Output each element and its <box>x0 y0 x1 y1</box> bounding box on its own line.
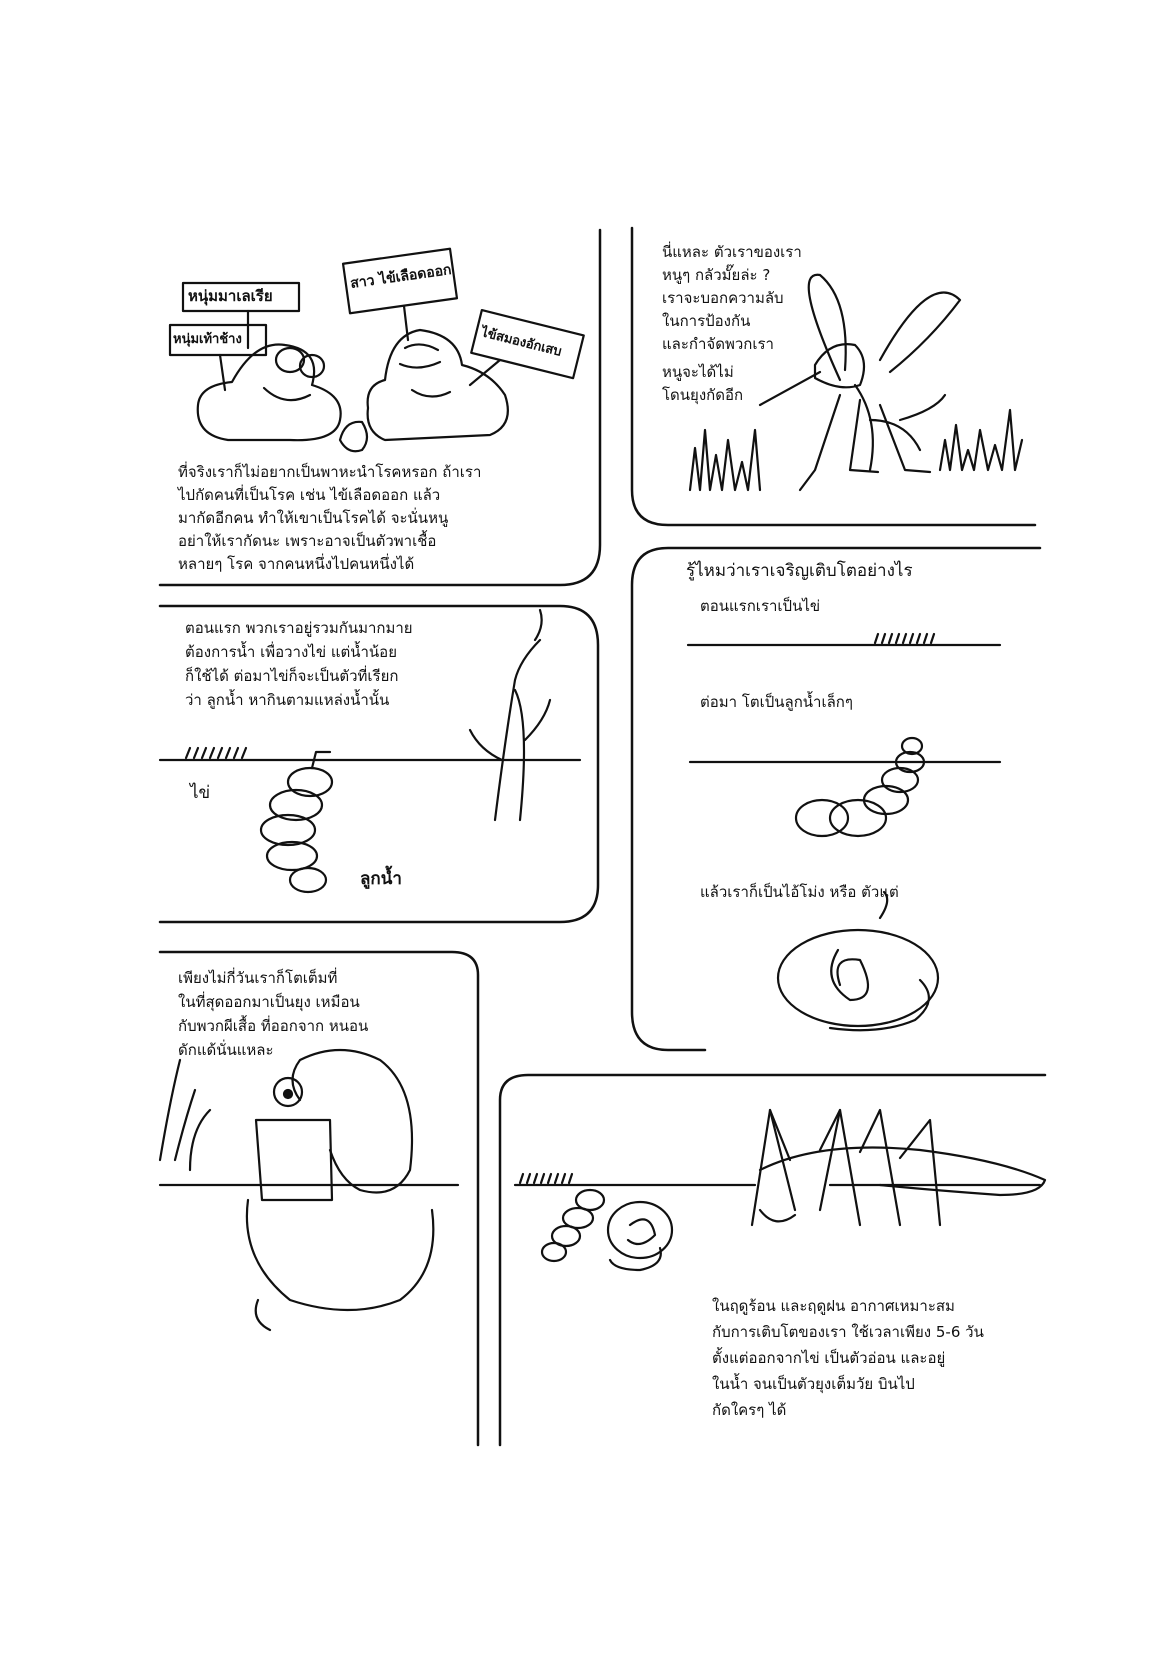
panel-4-pupa-line: แล้วเราก็เป็นไอ้โม่ง หรือ ตัวแต่ <box>700 883 899 901</box>
panel-2-caption-3: เราจะบอกความลับ <box>662 289 784 307</box>
sign-encephalitis: ไข้สมองอักเสบ <box>479 325 564 360</box>
panel-2-caption-6: หนูจะได้ไม่ <box>662 363 734 381</box>
panel-1-caption-4: อย่าให้เรากัดนะ เพราะอาจเป็นตัวพาเชื้อ <box>178 532 437 550</box>
panel-5-caption-4: ดักแด้นั่นแหละ <box>178 1041 274 1059</box>
panel-6-caption-3: ตั้งแต่ออกจากไข่ เป็นตัวอ่อน และอยู่ <box>712 1349 946 1367</box>
panel-5-caption-3: กับพวกผีเสื้อ ที่ออกจาก หนอน <box>178 1017 369 1035</box>
panel-3-caption-2: ต้องการน้ำ เพื่อวางไข่ แต่น้ำน้อย <box>185 643 397 661</box>
panel-2-caption-4: ในการป้องกัน <box>662 312 751 330</box>
panel-3-caption-4: ว่า ลูกน้ำ หากินตามแหล่งน้ำนั้น <box>185 691 390 709</box>
panel-1-caption-3: มากัดอีกคน ทำให้เขาเป็นโรคได้ จะนั่นหนู <box>178 509 449 527</box>
panel-2-caption-1: นี่แหละ ตัวเราของเรา <box>662 243 802 261</box>
panel-5-drawings <box>160 1050 458 1330</box>
panel-4-egg-line: ตอนแรกเราเป็นไข่ <box>700 597 821 615</box>
panel-5-caption-1: เพียงไม่กี่วันเราก็โตเต็มที่ <box>178 969 338 987</box>
panel-2-caption-2: หนูๆ กลัวมั๊ยล่ะ ? <box>662 266 771 284</box>
panel-3-caption-1: ตอนแรก พวกเราอยู่รวมกันมากมาย <box>185 619 413 637</box>
sign-elephantiasis: หนุ่มเท้าช้าง <box>173 332 242 347</box>
panel-4-larva-line: ต่อมา โตเป็นลูกน้ำเล็กๆ <box>700 693 853 711</box>
sign-malaria: หนุ่มมาเลเรีย <box>188 287 273 305</box>
sign-dengue: สาว ไข้เลือดออก <box>349 261 453 293</box>
panel-1-caption-5: หลายๆ โรค จากคนหนึ่งไปคนหนึ่งได้ <box>178 555 415 573</box>
label-larva: ลูกน้ำ <box>360 869 402 889</box>
panel-4-border <box>632 548 1040 1050</box>
panel-6-caption-5: กัดใครๆ ได้ <box>712 1401 787 1419</box>
panel-2-caption-5: และกำจัดพวกเรา <box>662 335 774 353</box>
panel-6-caption-1: ในฤดูร้อน และฤดูฝน อากาศเหมาะสม <box>712 1297 955 1315</box>
panel-2-caption-7: โดนยุงกัดอีก <box>662 386 744 404</box>
panel-5-caption-2: ในที่สุดออกมาเป็นยุง เหมือน <box>178 993 360 1011</box>
panel-1-caption-1: ที่จริงเราก็ไม่อยากเป็นพาหะนำโรคหรอก ถ้าเรา <box>178 463 482 481</box>
panel-6-drawings <box>515 1110 1045 1270</box>
panel-6-caption-2: กับการเติบโตของเรา ใช้เวลาเพียง 5-6 วัน <box>712 1323 984 1341</box>
panel-4-title: รู้ไหมว่าเราเจริญเติบโตอย่างไร <box>686 561 913 581</box>
label-egg: ไข่ <box>190 783 211 803</box>
panel-1-caption-2: ไปกัดคนที่เป็นโรค เช่น ไข้เลือดออก แล้ว <box>178 486 441 504</box>
panel-6-caption-4: ในน้ำ จนเป็นตัวยุงเต็มวัย บินไป <box>712 1375 915 1393</box>
panel-3-caption-3: ก็ใช้ได้ ต่อมาไข่ก็จะเป็นตัวที่เรียก <box>185 667 399 685</box>
